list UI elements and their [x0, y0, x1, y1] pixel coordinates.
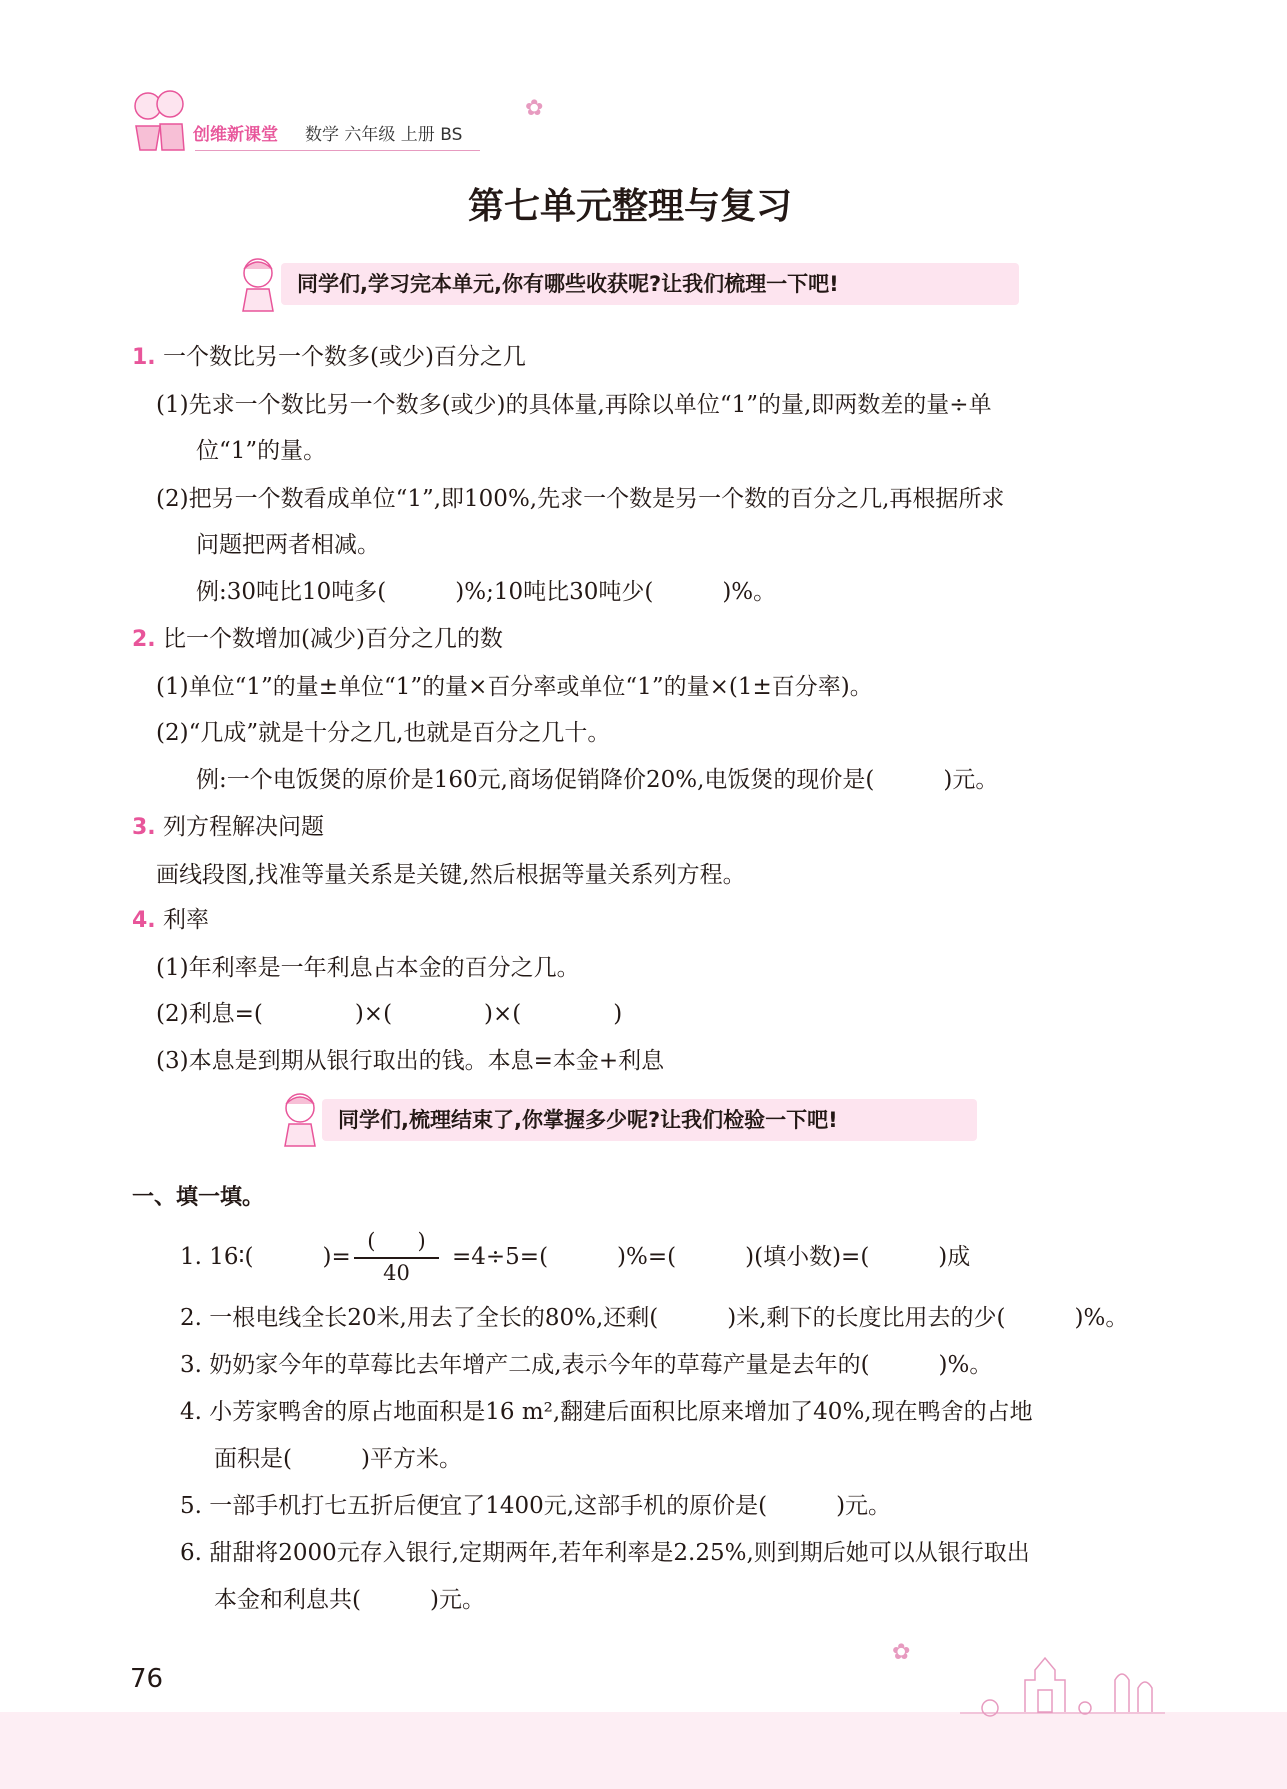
fraction: [354, 1225, 439, 1285]
review-text: 位“1”的量。: [196, 438, 327, 464]
review-text: 画线段图,找准等量关系是关键,然后根据等量关系列方程。: [156, 862, 746, 888]
review-item-1: [132, 342, 526, 373]
item-title: 比一个数增加(减少)百分之几的数: [162, 626, 503, 652]
review-text: (1)先求一个数比另一个数多(或少)的具体量,再除以单位“1”的量,即两数差的量÷单: [156, 392, 992, 418]
question-3: 3. 奶奶家今年的草莓比去年增产二成,表示今年的草莓产量是去年的( )%。: [180, 1352, 993, 1378]
check-banner: 同学们,梳理结束了,你掌握多少呢?让我们检验一下吧!: [322, 1099, 977, 1141]
question-1-part-a: 1. 16∶( )=: [180, 1244, 351, 1270]
exercise-heading: 一、填一填。: [132, 1185, 265, 1210]
question-5: 5. 一部手机打七五折后便宜了1400元,这部手机的原价是( )元。: [180, 1493, 892, 1519]
intro-banner: 同学们,学习完本单元,你有哪些收获呢?让我们梳理一下吧!: [281, 263, 1019, 305]
item-title: 列方程解决问题: [162, 814, 324, 840]
review-text: (2)利息=( )×( )×( ): [156, 1001, 623, 1027]
question-1-part-b: =4÷5=( )%=( )(填小数)=( )成: [452, 1244, 971, 1270]
review-text: 问题把两者相减。: [196, 532, 380, 558]
review-item-4: [132, 905, 209, 936]
page-title: 第七单元整理与复习: [467, 186, 792, 227]
question-6: 6. 甜甜将2000元存入银行,定期两年,若年利率是2.25%,则到期后她可以从银行取出: [180, 1540, 1030, 1566]
mascot-icon: [235, 255, 281, 315]
subject-label: 数学 六年级 上册 BS: [305, 125, 463, 145]
header-divider: [195, 150, 480, 151]
item-title: 一个数比另一个数多(或少)百分之几: [162, 344, 526, 370]
fraction-numerator: ( ): [367, 1229, 426, 1253]
footer-band: [0, 1712, 1287, 1789]
review-text: (2)“几成”就是十分之几,也就是百分之几十。: [156, 720, 611, 746]
page-number: 76: [130, 1664, 164, 1694]
question-4-cont: 面积是( )平方米。: [214, 1446, 462, 1472]
question-4: 4. 小芳家鸭舍的原占地面积是16 m²,翻建后面积比原来增加了40%,现在鸭舍的占地: [180, 1399, 1033, 1425]
review-item-2: [132, 624, 503, 655]
flower-icon: ✿: [525, 96, 544, 121]
review-item-3: [132, 812, 324, 843]
brand-name: 创维新课堂: [193, 125, 278, 145]
question-2: 2. 一根电线全长20米,用去了全长的80%,还剩( )米,剩下的长度比用去的少( )%。: [180, 1305, 1129, 1331]
fraction-bar: [354, 1257, 439, 1259]
item-number: 2.: [132, 627, 156, 652]
mascot-icon: [277, 1090, 323, 1150]
review-text: (2)把另一个数看成单位“1”,即100%,先求一个数是另一个数的百分之几,再根据所求: [156, 486, 1005, 512]
item-number: 4.: [132, 908, 156, 933]
example-text: 例:一个电饭煲的原价是160元,商场促销降价20%,电饭煲的现价是( )元。: [196, 767, 999, 793]
question-6-cont: 本金和利息共( )元。: [214, 1587, 485, 1613]
flower-icon: ✿: [892, 1640, 911, 1665]
review-text: (1)单位“1”的量±单位“1”的量×百分率或单位“1”的量×(1±百分率)。: [156, 674, 873, 700]
example-text: 例:30吨比10吨多( )%;10吨比30吨少( )%。: [196, 579, 777, 605]
review-text: (1)年利率是一年利息占本金的百分之几。: [156, 955, 580, 981]
item-title: 利率: [162, 907, 209, 933]
item-number: 3.: [132, 815, 156, 840]
castle-illustration-icon: [950, 1650, 1170, 1720]
item-number: 1.: [132, 345, 156, 370]
cartoon-kids-logo-icon: [128, 86, 190, 156]
review-text: (3)本息是到期从银行取出的钱。本息=本金+利息: [156, 1048, 665, 1074]
fraction-denominator: 40: [383, 1260, 410, 1285]
